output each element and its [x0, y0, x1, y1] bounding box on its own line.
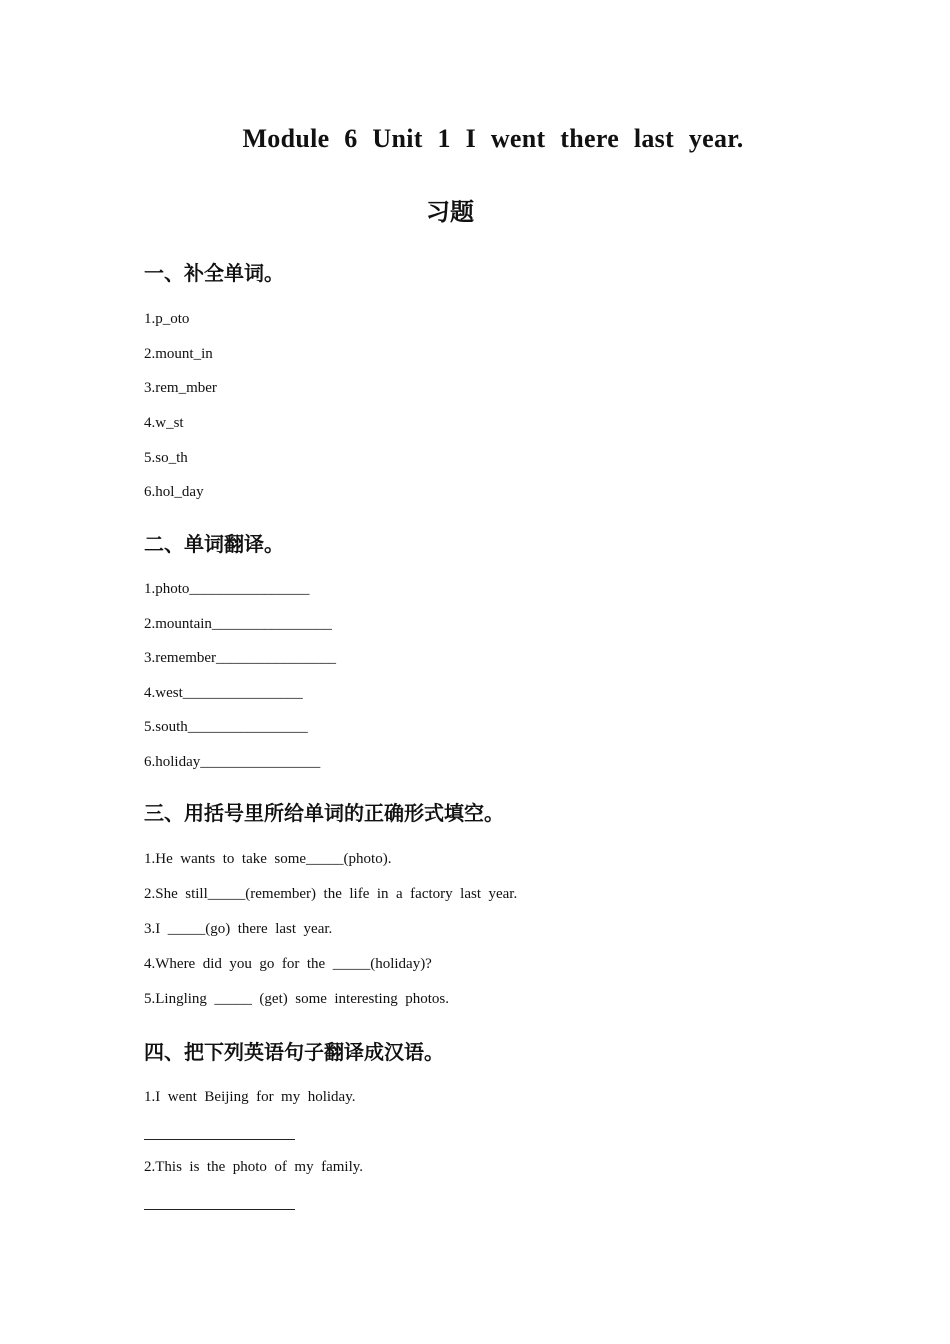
- section-3-heading: 三、用括号里所给单词的正确形式填空。: [144, 801, 504, 825]
- section-1-item: 1.p_oto: [144, 311, 190, 327]
- section-2-item: 1.photo________________: [144, 581, 310, 597]
- section-1-item: 4.w_st: [144, 415, 184, 431]
- section-4-item: 2.This is the photo of my family.: [144, 1159, 364, 1175]
- section-4-item: 1.I went Beijing for my holiday.: [144, 1089, 356, 1105]
- section-3-item: 1.He wants to take some_____(photo).: [144, 851, 392, 867]
- section-3-item: 2.She still_____(remember) the life in a factory last year.: [144, 886, 518, 902]
- section-3-item: 3.I _____(go) there last year.: [144, 921, 333, 937]
- section-2-item: 6.holiday________________: [144, 754, 321, 770]
- section-1-heading: 一、补全单词。: [144, 261, 284, 285]
- answer-blank-line[interactable]: [144, 1209, 295, 1210]
- section-4-heading: 四、把下列英语句子翻译成汉语。: [144, 1040, 444, 1064]
- section-2-heading: 二、单词翻译。: [144, 532, 284, 556]
- section-2-item: 2.mountain________________: [144, 616, 332, 632]
- section-2-item: 4.west________________: [144, 685, 303, 701]
- section-2-item: 3.remember________________: [144, 650, 337, 666]
- section-3-item: 5.Lingling _____ (get) some interesting photos.: [144, 991, 449, 1007]
- section-2-item: 5.south________________: [144, 719, 308, 735]
- page-title: Module 6 Unit 1 I went there last year.: [242, 124, 744, 153]
- section-1-item: 3.rem_mber: [144, 380, 217, 396]
- section-1-item: 6.hol_day: [144, 484, 204, 500]
- section-3-item: 4.Where did you go for the _____(holiday)?: [144, 956, 432, 972]
- section-1-item: 2.mount_in: [144, 346, 213, 362]
- answer-blank-line[interactable]: [144, 1139, 295, 1140]
- page-subtitle: 习题: [426, 198, 474, 226]
- section-1-item: 5.so_th: [144, 450, 188, 466]
